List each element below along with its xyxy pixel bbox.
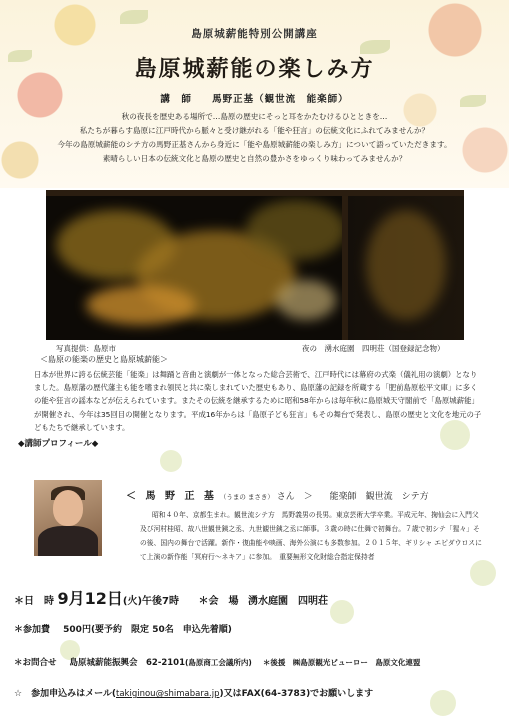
lecturer-label: 講 師 [160, 94, 192, 105]
contact-row [14, 656, 420, 668]
apply-row [14, 686, 373, 699]
intro-line: 素晴らしい日本の伝統文化と島原の歴史と自然の豊かさをゆっくり味わってみませんか？ [102, 154, 407, 163]
lecturer-name-reading: （うまの まさき） [219, 493, 274, 501]
lecturer-name-line [126, 487, 429, 502]
garden-night-photo [46, 190, 464, 340]
history-paragraph: 日本が世界に誇る伝統芸能「能楽」は舞踊と音曲と演劇が一体となった総合芸術で、江戸時代には幕府の式楽（儀礼用の演劇）となりました。島原藩の歴代藩主も能を嗜まれ領民と共に楽しまれていた歴史もあり、島原藩の記録を所蔵する「肥前島原松平文庫」に多くの能や狂言の謡本などが伝えられています。またその伝統を継承するために昭和58年からは毎年秋に島原城天守閣前で「島原城薪能」が開催され、今年は35回目の開催となります。平成16年からは「島原子ども狂言」もその舞台で発表し、島原の歴史と文化を地元の子どもたちで継承しています。 [34, 370, 482, 432]
fee-row [14, 622, 232, 635]
main-title: 島原城薪能の楽しみ方 [134, 56, 375, 82]
photo-credit: 写真提供：島原市 [56, 344, 116, 353]
intro-text [10, 110, 499, 166]
date-label: ＊日 時 [14, 596, 54, 607]
history-heading: ＜島原の能楽の歴史と島原城薪能＞ [40, 355, 168, 364]
photo-caption: 夜の 湧水庭園 四明荘（国登録記念物） [302, 344, 445, 353]
intro-line: 秋の夜長を歴史ある場所で…島原の歴史にそっと耳をかたむけるひとときを… [121, 112, 388, 121]
contact-note: (島原商工会議所内) [185, 658, 252, 667]
lecturer-avatar [34, 480, 102, 556]
fee-label: ＊参加費 [14, 625, 51, 635]
apply-text: ☆ 参加申込みはメール( [14, 689, 117, 699]
intro-line: 今年の島原城薪能のシテ方の馬野正基さんから身近に「能や島原城薪能の楽しみ方」について語っていただきます。 [57, 140, 452, 149]
support-text: ＊後援 ㈱島原観光ビューロー 島原文化連盟 [262, 658, 421, 667]
fee-value: 500円(要予約 限定 50名 申込先着順) [63, 625, 232, 635]
date-venue-row [14, 586, 328, 609]
profile-heading: ◆講師プロフィール◆ [18, 439, 99, 449]
venue-label: ＊会 場 [198, 596, 239, 607]
apply-email-link[interactable]: takiginou@shimabara.jp [116, 689, 220, 699]
lecturer-role: 能楽師 観世流 シテ方 [329, 492, 429, 502]
date-time: (火)午後7時 [122, 596, 179, 607]
apply-rest: )又はFAX(64-3783)でお願いします [219, 689, 374, 699]
lecturer-name-suffix: さん ＞ [276, 492, 313, 502]
lecturer-name: 馬野正基（観世流 能楽師） [212, 94, 349, 105]
intro-line: 私たちが暮らす島原に江戸時代から脈々と受け継がれる「能や狂言」の伝統文化にふれてみませんか？ [79, 126, 430, 135]
decorative-leaf [120, 10, 148, 24]
contact-value: 島原城薪能振興会 62-2101 [69, 658, 185, 668]
venue-value: 湧水庭園 四明荘 [247, 596, 328, 607]
header-banner [0, 0, 509, 188]
history-body [34, 368, 482, 434]
lecturer-line [0, 91, 509, 105]
contact-label: ＊お問合せ [14, 658, 57, 668]
lecturer-full-name: ＜ 馬 野 正 基 [126, 491, 217, 502]
series-title: 島原城薪能特別公開講座 [191, 28, 318, 40]
lecturer-bio: 昭和４０年、京都生まれ。観世流シテ方 馬野義男の長男。東京芸術大学卒業。平成元年、掬仙会に入門父及び河村桂昭、故八世観世銕之丞、九世観世銕之丞に師事。３歳の時に仕舞で初舞台。７歳で初シテ「猩々」その後、国内の舞台で活躍。新作・復曲能や映画、海外公演にも多数参加。２０１５年、ギリシャ エピダウロスにて上演の新作能「冥府行〜ネキア」に参加。 重要無形文化財総合指定保持者 [140, 511, 482, 561]
date-value: 9月12日 [57, 589, 123, 608]
